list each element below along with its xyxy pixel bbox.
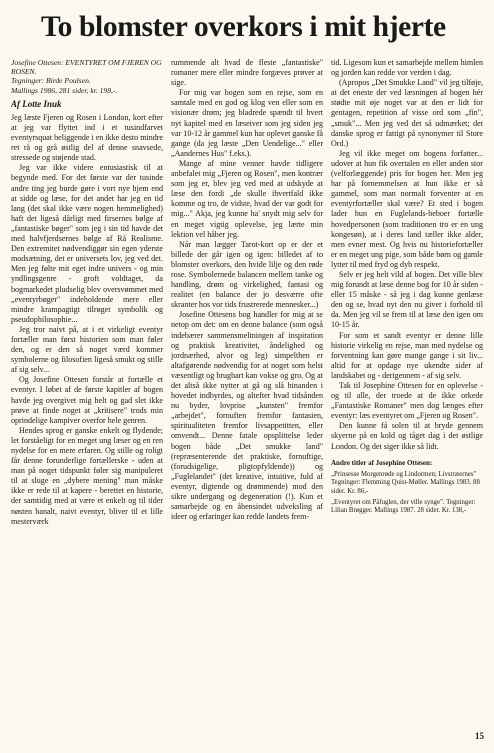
paragraph: Jeg var ikke videre entusiastisk til at begynde med. For det første var der tusinde andre ting jeg burde gøre i vort nye hjem end at sidde og læse, for det andet har jeg en tid lang (det skal ikke være nogen hemmelighed) haft det ligeså dårligt med firsernes bølge af „fantastiske bøger" som jeg i sin tid havde det med halvfjerdsernes bølge af Rå Realisme. Den extremitet nødvendiggør sin egen yderste modsætning, det er universets lov, jeg ved det. Men jeg følte mit eget indre univers - og min yndlingsgenre - groft voldtaget, da bogmarkedet pludselig blev oversvømmet med „eventyrbøger" indeholdende mere eller mindre krampagtigt tilrøget symbolik og pseudophilosophie... xyxy=(11,163,163,324)
paragraph: (Apropos „Det Smukke Land" vil jeg tilføje, at det eneste der ved læsningen af bogen hér stødte mit øje noget var at den er lidt for gentagen, repetition af visse ord som „fin", „smuk"... Men jeg ved det så udmærket; det danske sprog er fattigt på synonymer til Store Ord.) xyxy=(331,78,483,148)
byline: Af Lotte Inuk xyxy=(11,98,62,109)
biblio-publisher: Mallings 1986, 281 sider, kr. 198,-. xyxy=(11,85,118,95)
other-titles-heading: Andre titler af Josephine Ottesen: xyxy=(331,458,433,467)
other-title-item: „Prinsesse Morgenrøde og Lindormen; Livstræernes" Tegninger: Flemming Quist-Møller. Mallings 1983. 88 sider. Kr. 86,- xyxy=(331,470,480,495)
page-number: 15 xyxy=(475,731,484,741)
paragraph: Den kunne få solen til at bryde gennem skyerne på en kold og tåget dag i det østlige London. Og det siger ikke så lidt. xyxy=(331,421,483,451)
paragraph: Tak til Josephine Ottesen for en oplevelse - og til alle, der troede at de ikke orkede „Fantastiske Romaner" men dog længes efter eventyr: læs eventyret om „Fjeren og Rosen". xyxy=(331,381,483,421)
biblio-illustrator: Tegninger: Birde Poulsen. xyxy=(11,76,91,86)
paragraph: rummende alt hvad de fleste „fantastiske" romaner mere eller mindre forgæves prøver at sige. xyxy=(171,58,323,88)
column-2 xyxy=(171,58,323,728)
paragraph: For som et sandt eventyr er denne lille historie virkelig en rejse, man med nydelse og forventning kan gøre mange gange i sit liv... altid for at opdage nye ukendte sider af landskabet og - derigennem - af sig selv. xyxy=(331,330,483,380)
paragraph: Og Josefine Ottesen forstår at fortælle et eventyr. I løbet af de første kapitler af bogen havde jeg overgivet mig helt og gad slet ikke prøve at finde noget at „kritisere" trods min oprindelige kampiver overfor hele genren. xyxy=(11,375,163,425)
biblio-title: Josefine Ottesen: EVENTYRET OM FJEREN OG ROSEN. xyxy=(11,58,162,77)
other-title-item: „Eventyret om Påfuglen, der ville synge". Tegninger: Lilian Brøgger. Mallings 1987. 28 sider. Kr. 138,- xyxy=(331,498,476,515)
paragraph: Josefine Ottesens bog handler for mig at se netop om det: om en denne balance (som også indebærer sammensmeltningen af inspiration og praktisk kreativitet, åndelighed og jordnærhed, alvor og leg) simpelthen er altafgørende nødvendig for at noget som helst væsentligt og brugbart kan vokse og gro. Og at det altså ikke nytter at gå og slå hinanden i hovedet indbyrdes, og altefter hvad tidsånden nu byder, lovprise „kunsten" fremfor „arbejdet", fornuften fremfor fantasien, spiritualiteten fremfor livsappetitten, eller omvendt... Denne fatale opsplittelse leder bogen både „Det smukke land" (repræsenterende det praktiske, fornuftige, (forudsigelige, pligtopfyldende)) og „Fuglelandet" (det kreative, intuitive, fuld af eventyr, digtende og drømmende) mod den sikre undergang og degeneration (!). Kun et samarbejde og en åbensindet udveksling af ideer og erfaringer kan redde landets frem- xyxy=(171,310,323,522)
article-columns xyxy=(11,58,485,728)
column-3 xyxy=(331,58,483,728)
paragraph: For mig var bogen som en rejse, som en samtale med en god og klog ven eller som en visionær drøm; jeg bladrede spændt til hvert nyt kapitel med en læseiver som jeg siden jeg var 10-12 år gammel kun har oplevet ganske få gange (da jeg læste „Den Uendelige..." eller „Aandernes Hus" f.eks.). xyxy=(171,88,323,158)
bibliographic-info xyxy=(11,58,163,95)
column-1 xyxy=(11,58,163,728)
headline: To blomster overkors i mit hjerte xyxy=(41,10,446,43)
paragraph: Selv er jeg helt vild af bogen. Det ville blev mig forundt at læse denne bog for 10 år siden - eller 15 måske - så jeg i dag kunne genlæse den og se, hvad nyt den nu giver i forhold til da. Men jeg vil se frem til at læse den igen om 10-15 år. xyxy=(331,269,483,330)
paragraph: tid. Ligesom kun et samarbejde mellem himlen og jorden kan redde vor verden i dag. xyxy=(331,58,483,78)
paragraph: Hendes sprog er ganske enkelt og flydende; let forståeligt for en meget ung læser og en ren nydelse for en mere erfaren. Og stille og roligt får denne forunderlige fortællerske - uden at man på noget tidspunkt føler sig manipuleret til at sluge en „dybere mening" man måske ikke er rede til at kapere - berettet en historie, der samtidig med at være et enkelt og til tider nøsten banalt, naivt eventyr, bliver til et lille mesterværk xyxy=(11,425,163,526)
paragraph: Jeg læste Fjeren og Rosen i London, kort efter at jeg var flyttet ind i et tusindfarvet eventyrsquat beliggende i en ikke desto mindre ret rå og grå østlig del af denne snavsede, stressede og støjende stad. xyxy=(11,112,163,163)
paragraph: Mange af mine venner havde tidligere anbefalet mig „Fjeren og Rosen", men kontrær som jeg er, blev jeg ved med at udskyde at læse den fordi „de skulle ihvertfald ikke komme og tro, de vidste, hvad der var godt for mig..." Akja, jeg kunne ha' snydt mig selv for en meget vigtig oplevelse, jeg lærte min lektion vel håber jeg. xyxy=(171,158,323,239)
paragraph: Jeg tror naivt på, at i et virkeligt eventyr fortæller man først historien som man føler den, og er den så noget værd kommer symbolerne og filosofien ligeså smukt og stille af sig selv... xyxy=(11,324,163,375)
paragraph: Jeg vil ikke meget om bogens forfatter... udover at hun fik overtalen en eller anden stor (velforlæggende) pris for bogen her. Men jeg har på fornemmelsen at hun ikke er så gammel, som man normalt forventer at en eventyrfortæller skal være? Et sted i bogen lader hun en Fuglelands-beboer fortælle hovedpersonen (som traditionen tro er en ung kongesøn), at i deres land tæller ikke alder, men evner mest. Og hvis nu historiefortæller er en meget ung pige, som både børn og gamle lytter til med fryd og dyb respekt. xyxy=(331,148,483,269)
paragraph: Når man lægger Tarot-kort op er der et billede der går igen og igen: billedet af to blomster overkors, den hvide lilje og den røde rose. Symbolernede balancen mellem tanke og handling, drøm og virkelighed, fantasi og realitet (en balance der jo desværre ofte skranter hos vor tids frustrerede mennesker...) xyxy=(171,239,323,310)
